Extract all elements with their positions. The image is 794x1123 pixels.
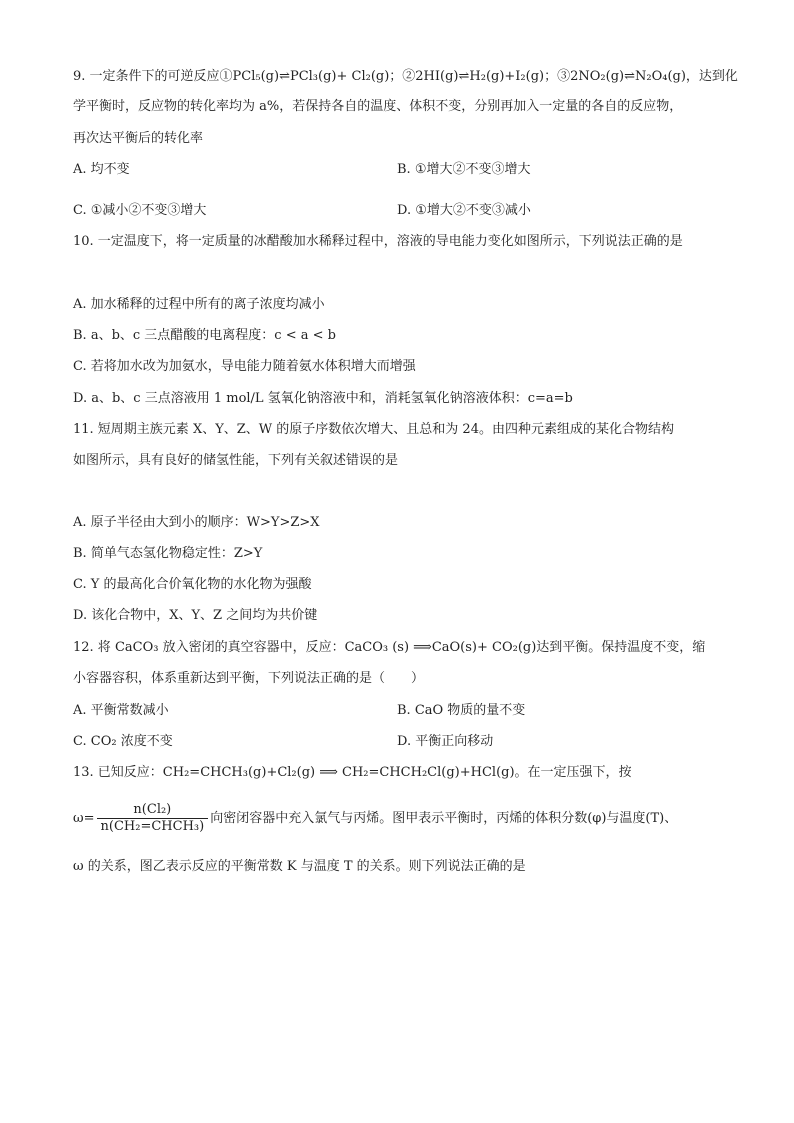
q10-option-d: D. a、b、c 三点溶液用 1 mol/L 氢氧化钠溶液中和，消耗氢氧化钠溶液体积：c=a=b bbox=[73, 391, 573, 406]
fraction-numerator: n(Cl₂) bbox=[97, 802, 209, 819]
q9-stem-line3: 再次达平衡后的转化率 bbox=[73, 131, 204, 146]
ratio-fraction bbox=[97, 802, 209, 835]
q13-stem-line2 bbox=[73, 802, 677, 836]
q9-option-d: D. ①增大②不变③减小 bbox=[397, 203, 531, 218]
q10-stem: 10. 一定温度下，将一定质量的冰醋酸加水稀释过程中，溶液的导电能力变化如图所示，下列说法正确的是 bbox=[73, 234, 683, 249]
q13-stem-line2-text: 向密闭容器中充入氯气与丙烯。图甲表示平衡时，丙烯的体积分数(φ)与温度(T)、 bbox=[210, 811, 678, 826]
q9-stem-line1: 9. 一定条件下的可逆反应①PCl₅(g)⇌PCl₃(g)+ Cl₂(g)；②2HI(g)⇌H₂(g)+I₂(g)；③2NO₂(g)⇌N₂O₄(g)，达到化 bbox=[73, 69, 738, 84]
q11-option-a: A. 原子半径由大到小的顺序：W>Y>Z>X bbox=[73, 515, 320, 530]
q9-option-b: B. ①增大②不变③增大 bbox=[397, 162, 531, 177]
q12-stem-line2: 小容器容积，体系重新达到平衡，下列说法正确的是（ ） bbox=[73, 671, 425, 686]
q13-stem-line1: 13. 已知反应：CH₂=CHCH₃(g)+Cl₂(g) ⟹ CH₂=CHCH₂Cl(g)+HCl(g)。在一定压强下，按 bbox=[73, 765, 632, 780]
q11-option-d: D. 该化合物中，X、Y、Z 之间均为共价键 bbox=[73, 608, 318, 623]
q12-option-a: A. 平衡常数减小 bbox=[73, 703, 169, 718]
q12-option-b: B. CaO 物质的量不变 bbox=[397, 703, 526, 718]
q9-option-c: C. ①减小②不变③增大 bbox=[73, 203, 207, 218]
q10-option-b: B. a、b、c 三点醋酸的电离程度：c < a < b bbox=[73, 328, 336, 343]
q9-stem-line2: 学平衡时，反应物的转化率均为 a%，若保持各自的温度、体积不变，分别再加入一定量的各自的反应物， bbox=[73, 99, 683, 114]
q12-stem-line1: 12. 将 CaCO₃ 放入密闭的真空容器中，反应：CaCO₃ (s) ⟹CaO(s)+ CO₂(g)达到平衡。保持温度不变，缩 bbox=[73, 640, 706, 655]
q11-stem-line1: 11. 短周期主族元素 X、Y、Z、W 的原子序数依次增大、且总和为 24。由四种元素组成的某化合物结构 bbox=[73, 422, 674, 437]
q12-option-c: C. CO₂ 浓度不变 bbox=[73, 734, 173, 749]
q11-option-c: C. Y 的最高化合价氧化物的水化物为强酸 bbox=[73, 577, 312, 592]
q10-option-a: A. 加水稀释的过程中所有的离子浓度均减小 bbox=[73, 297, 325, 312]
fraction-denominator: n(CH₂=CHCH₃) bbox=[100, 819, 205, 834]
q13-stem-line3: ω 的关系，图乙表示反应的平衡常数 K 与温度 T 的关系。则下列说法正确的是 bbox=[73, 859, 526, 874]
omega-label: ω= bbox=[73, 811, 95, 826]
q11-option-b: B. 简单气态氢化物稳定性：Z>Y bbox=[73, 546, 263, 561]
q11-stem-line2: 如图所示，具有良好的储氢性能，下列有关叙述错误的是 bbox=[73, 453, 399, 468]
q10-option-c: C. 若将加水改为加氨水，导电能力随着氨水体积增大而增强 bbox=[73, 359, 416, 374]
q9-option-a: A. 均不变 bbox=[73, 162, 130, 177]
q12-option-d: D. 平衡正向移动 bbox=[397, 734, 494, 749]
